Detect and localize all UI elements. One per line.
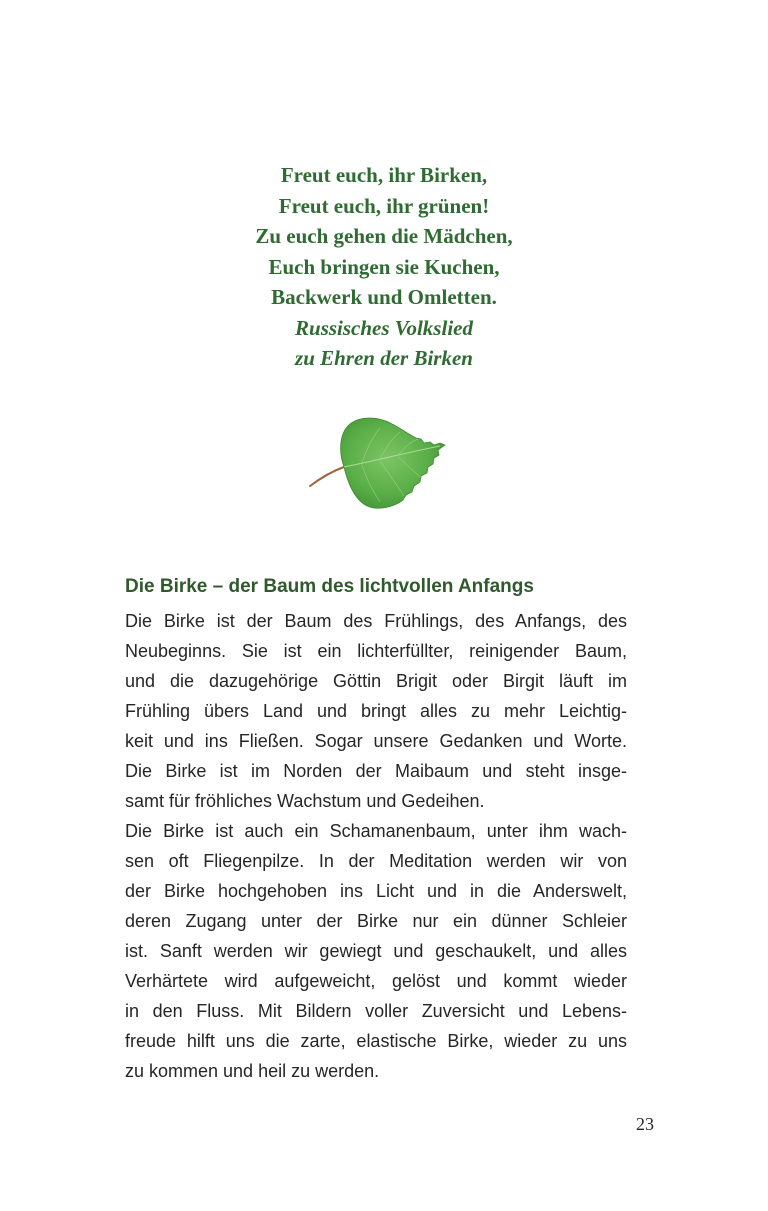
birch-leaf-icon bbox=[300, 410, 450, 515]
text-line: in den Fluss. Mit Bildern voller Zuversicht und Lebens- bbox=[125, 1001, 627, 1021]
poem-line: Zu euch gehen die Mädchen, bbox=[255, 224, 513, 248]
text-line: deren Zugang unter der Birke nur ein dünner Schleier bbox=[125, 911, 627, 931]
text-line: zu kommen und heil zu werden. bbox=[125, 1061, 380, 1081]
poem-line: Freut euch, ihr Birken, bbox=[280, 163, 488, 187]
text-line: samt für fröhliches Wachstum und Gedeihen. bbox=[125, 791, 485, 811]
text-line: freude hilft uns die zarte, elastische Birke, wieder zu uns bbox=[125, 1031, 627, 1051]
section-heading: Die Birke – der Baum des lichtvollen Anfangs bbox=[125, 576, 534, 597]
text-line: Die Birke ist der Baum des Frühlings, des Anfangs, des bbox=[125, 611, 627, 631]
text-line: Frühling übers Land und bringt alles zu mehr Leichtig- bbox=[125, 701, 627, 721]
text-line: Neubeginns. Sie ist ein lichterfüllter, reinigender Baum, bbox=[125, 641, 627, 661]
body-text bbox=[125, 606, 627, 1086]
poem-line: Freut euch, ihr grünen! bbox=[278, 193, 490, 218]
text-line: Die Birke ist im Norden der Maibaum und steht insge- bbox=[125, 761, 627, 781]
poem-line: Backwerk und Omletten. bbox=[271, 285, 497, 309]
poem-attribution: zu Ehren der Birken bbox=[295, 346, 473, 370]
text-line: der Birke hochgehoben ins Licht und in die Anderswelt, bbox=[125, 881, 627, 901]
text-line: keit und ins Fließen. Sogar unsere Gedanken und Worte. bbox=[125, 731, 627, 751]
text-line: ist. Sanft werden wir gewiegt und geschaukelt, und alles bbox=[125, 941, 627, 961]
page-number: 23 bbox=[636, 1114, 654, 1134]
text-line: sen oft Fliegenpilze. In der Meditation werden wir von bbox=[125, 851, 627, 871]
leaf-blade bbox=[341, 418, 445, 508]
poem-line: Euch bringen sie Kuchen, bbox=[268, 254, 500, 279]
text-line: und die dazugehörige Göttin Brigit oder Birgit läuft im bbox=[125, 671, 627, 691]
text-line: Die Birke ist auch ein Schamanenbaum, unter ihm wach- bbox=[125, 821, 627, 841]
text-line: Verhärtete wird aufgeweicht, gelöst und kommt wieder bbox=[125, 971, 627, 991]
poem-block bbox=[0, 160, 768, 374]
leaf-stem bbox=[310, 467, 344, 486]
poem-attribution: Russisches Volkslied bbox=[295, 315, 473, 340]
